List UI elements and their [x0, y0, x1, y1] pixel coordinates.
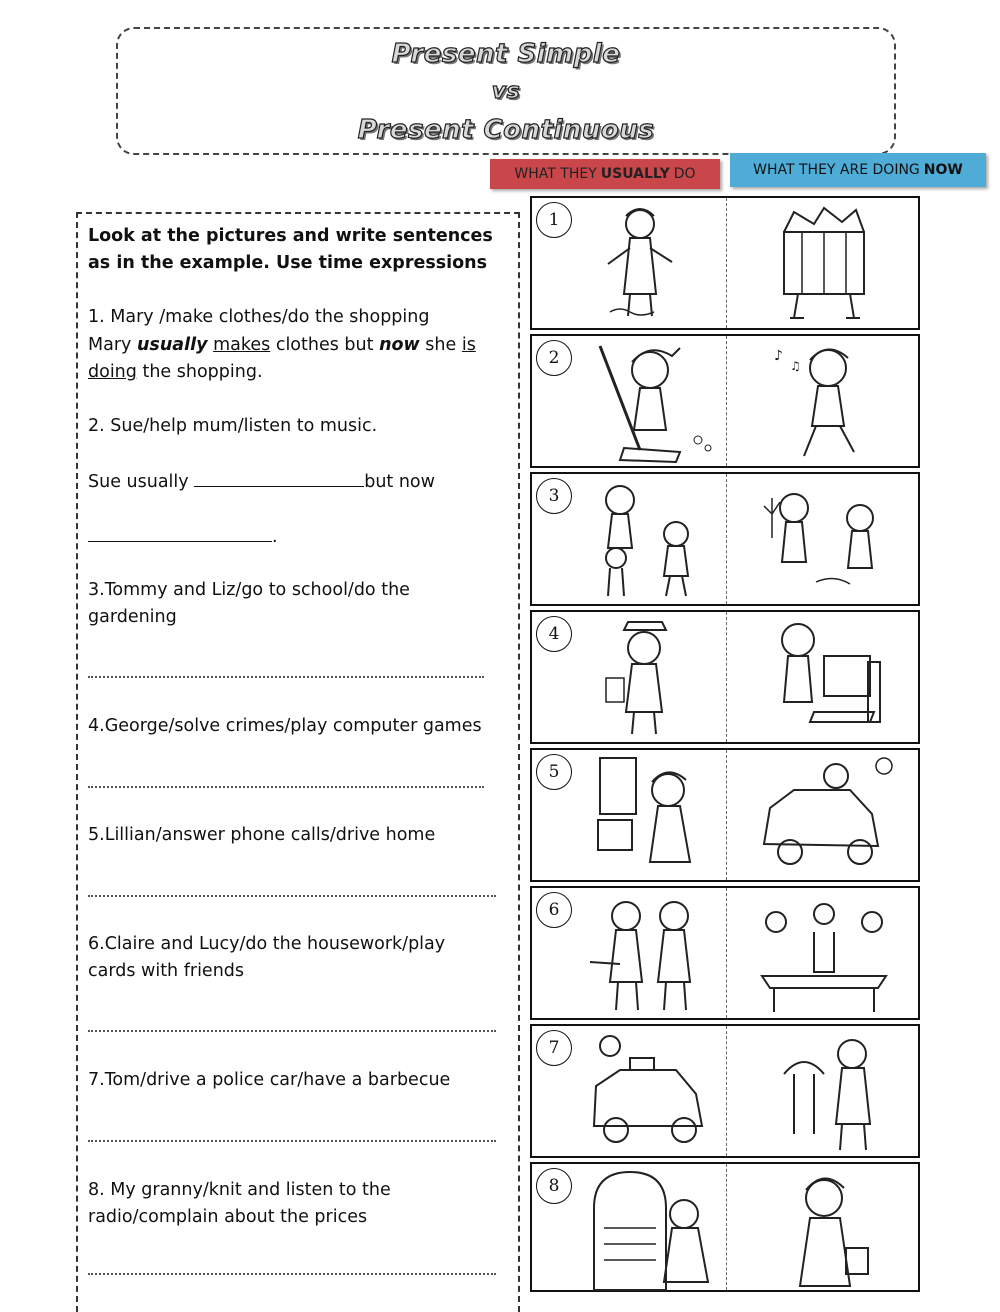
header-usually-post: DO	[673, 166, 696, 182]
item-7-answer-line[interactable]	[88, 1140, 496, 1142]
svg-text:♪: ♪	[774, 348, 783, 364]
girl-sweeping-icon	[580, 340, 720, 464]
item-7-prompt: 7.Tom/drive a police car/have a barbecue	[88, 1070, 451, 1090]
item-8-answer-line[interactable]	[88, 1273, 496, 1275]
item-2-fill-b: but now	[364, 472, 435, 492]
example-word-doing: doing	[88, 362, 137, 382]
svg-text:♫: ♫	[790, 359, 801, 373]
item-2-blank-1[interactable]	[194, 468, 364, 487]
women-housework-icon	[580, 892, 720, 1016]
picture-panel-4	[530, 610, 920, 744]
item-8-prompt-1: 8. My granny/knit and listen to the	[88, 1180, 391, 1200]
example-word: the shopping.	[142, 362, 263, 382]
panel-number: 3	[536, 478, 572, 514]
panel-number: 6	[536, 892, 572, 928]
picture-panel-8	[530, 1162, 920, 1292]
example-answer-line-2	[88, 359, 263, 386]
item-3-prompt-1: 3.Tommy and Liz/go to school/do the	[88, 580, 410, 600]
example-answer-line-1	[88, 332, 476, 359]
item-2-fill-line	[88, 468, 435, 496]
header-now-pre: WHAT THEY ARE DOING	[753, 162, 920, 178]
item-2-prompt: 2. Sue/help mum/listen to music.	[88, 416, 378, 436]
title-line-2: Present Continuous	[357, 115, 655, 145]
item-6-answer-line[interactable]	[88, 1030, 496, 1032]
woman-shopping-bags-icon	[754, 202, 894, 326]
title-line-1: Present Simple	[391, 39, 621, 69]
girl-listening-music-icon	[754, 340, 894, 464]
item-5-prompt: 5.Lillian/answer phone calls/drive home	[88, 825, 436, 845]
title-vs: vs	[491, 79, 521, 104]
header-usually-pre: WHAT THEY	[514, 166, 597, 182]
woman-sewing-icon	[580, 202, 700, 326]
police-car-icon	[580, 1030, 720, 1154]
panel-number: 5	[536, 754, 572, 790]
panel-number: 7	[536, 1030, 572, 1066]
example-word: she	[425, 335, 457, 355]
granny-knitting-radio-icon	[580, 1168, 720, 1292]
header-usually-key: USUALLY	[600, 166, 670, 182]
item-4-prompt: 4.George/solve crimes/play computer games	[88, 716, 482, 736]
kids-gardening-icon	[754, 478, 894, 602]
example-word: Mary	[88, 335, 132, 355]
example-word-is: is	[461, 335, 476, 355]
kids-going-school-icon	[580, 478, 720, 602]
header-now	[730, 153, 986, 187]
example-prompt: 1. Mary /make clothes/do the shopping	[88, 307, 430, 327]
picture-panel-5	[530, 748, 920, 882]
example-word-usually: usually	[136, 335, 208, 355]
item-6-prompt-1: 6.Claire and Lucy/do the housework/play	[88, 934, 446, 954]
picture-panel-6	[530, 886, 920, 1020]
item-4-answer-line[interactable]	[88, 786, 484, 788]
women-playing-cards-icon	[754, 892, 894, 1016]
panel-number: 2	[536, 340, 572, 376]
item-2-blank-2[interactable]	[88, 523, 272, 542]
title-frame	[116, 27, 896, 155]
picture-panel-1	[530, 196, 920, 330]
header-usually	[490, 159, 720, 189]
item-8-prompt-2: radio/complain about the prices	[88, 1207, 368, 1227]
man-barbecue-icon	[754, 1030, 894, 1154]
item-3-answer-line[interactable]	[88, 676, 484, 678]
picture-panel-3	[530, 472, 920, 606]
item-3-prompt-2: gardening	[88, 607, 177, 627]
example-word-makes: makes	[213, 335, 271, 355]
header-now-key: NOW	[923, 162, 963, 178]
item-6-prompt-2: cards with friends	[88, 961, 245, 981]
item-2-blank-2-row	[88, 523, 278, 551]
panel-number: 8	[536, 1168, 572, 1204]
instructions-line-1: Look at the pictures and write sentences	[88, 226, 493, 246]
man-computer-icon	[754, 616, 894, 740]
woman-phone-calls-icon	[580, 754, 720, 878]
picture-panel-2	[530, 334, 920, 468]
item-2-fill-a: Sue usually	[88, 472, 189, 492]
panel-number: 4	[536, 616, 572, 652]
example-word-now: now	[379, 335, 420, 355]
detective-icon	[580, 616, 710, 740]
instructions-line-2: as in the example. Use time expressions	[88, 253, 488, 273]
item-5-answer-line[interactable]	[88, 895, 496, 897]
panel-number: 1	[536, 202, 572, 238]
picture-panel-7	[530, 1024, 920, 1158]
woman-driving-car-icon	[754, 754, 894, 878]
item-2-end: .	[272, 527, 278, 547]
example-word: clothes but	[275, 335, 374, 355]
granny-complaining-icon	[754, 1168, 894, 1292]
